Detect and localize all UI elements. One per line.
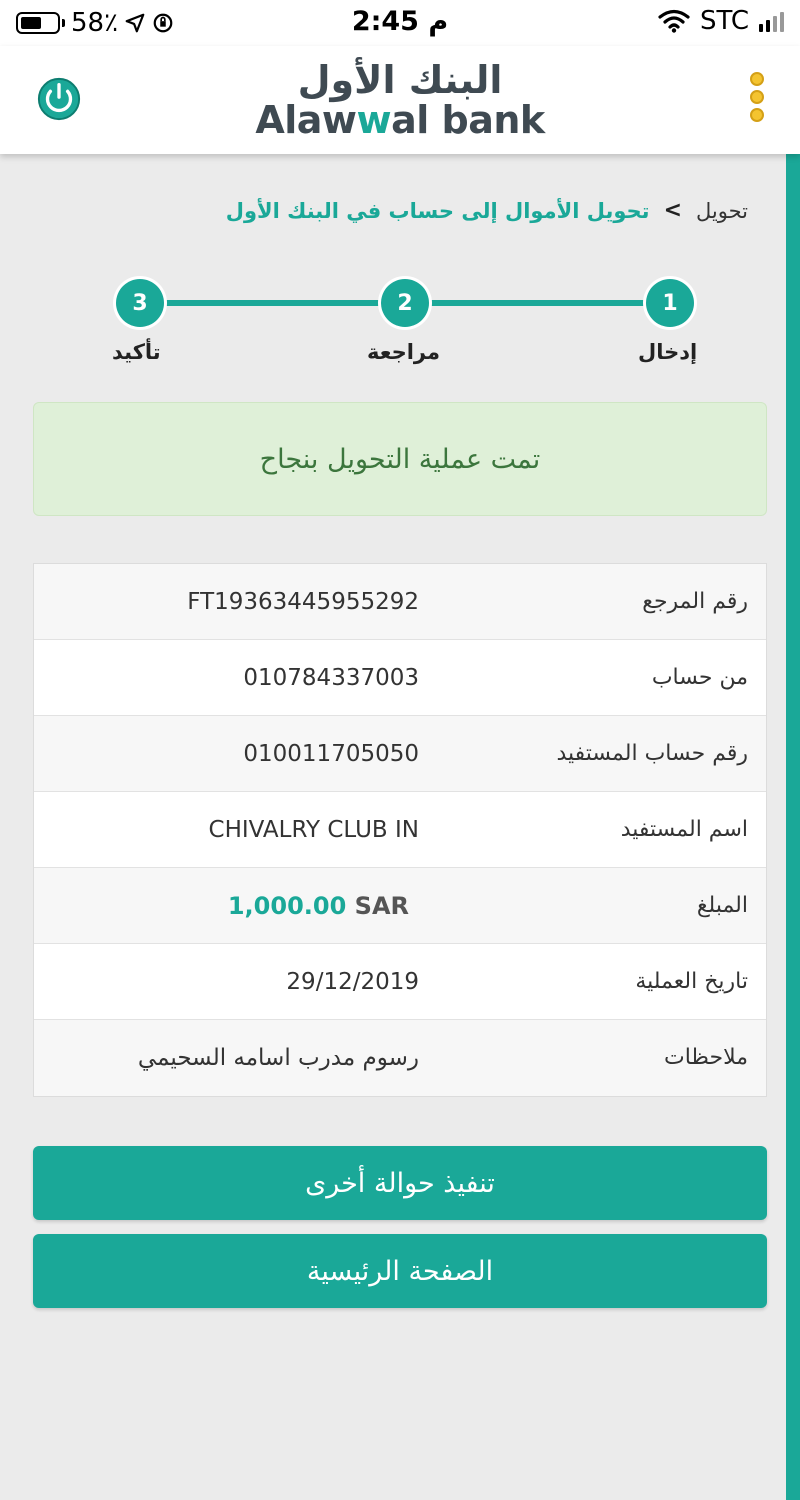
from-account-label: من حساب (651, 665, 748, 690)
beneficiary-account-value: 010011705050 (243, 741, 419, 767)
status-right (658, 6, 784, 36)
signal-icon (759, 10, 784, 32)
home-page-button[interactable]: الصفحة الرئيسية (33, 1234, 767, 1308)
table-row (34, 944, 766, 1020)
breadcrumb-root[interactable]: تحويل (696, 198, 748, 223)
new-transfer-button[interactable]: تنفيذ حوالة أخرى (33, 1146, 767, 1220)
beneficiary-name-value: CHIVALRY CLUB IN (208, 817, 419, 843)
table-row (34, 640, 766, 716)
transaction-date-label: تاريخ العملية (635, 969, 748, 994)
step-2-label: مراجعة (367, 340, 440, 364)
breadcrumb (226, 198, 748, 223)
logo-arabic: البنك الأول (297, 58, 503, 102)
table-row (34, 868, 766, 944)
carrier-name: STC (699, 6, 749, 36)
progress-stepper (0, 270, 800, 380)
step-1-circle: 1 (646, 279, 694, 327)
menu-dots-icon[interactable] (750, 72, 768, 132)
amount-label: المبلغ (696, 893, 748, 918)
notes-label: ملاحظات (664, 1045, 748, 1070)
step-2-circle: 2 (381, 279, 429, 327)
transaction-date-value: 29/12/2019 (286, 969, 419, 995)
reference-value: FT19363445955292 (187, 589, 419, 615)
status-bar (0, 0, 800, 46)
beneficiary-account-label: رقم حساب المستفيد (556, 741, 748, 766)
beneficiary-name-label: اسم المستفيد (620, 817, 748, 842)
table-row (34, 716, 766, 792)
success-message: تمت عملية التحويل بنجاح (259, 443, 541, 475)
logo-english: Alawwal bank (255, 98, 545, 142)
wifi-icon (658, 9, 690, 33)
amount-currency: SAR (354, 892, 409, 920)
breadcrumb-current: تحويل الأموال إلى حساب في البنك الأول (225, 198, 650, 223)
success-alert (33, 402, 767, 516)
amount-number: 1,000.00 (227, 892, 347, 920)
table-row (34, 792, 766, 868)
battery-percent: 58٪ (71, 8, 119, 38)
amount-value (228, 868, 409, 944)
reference-label: رقم المرجع (642, 589, 748, 614)
status-time: 2:45 م (351, 6, 449, 37)
table-row (34, 1020, 766, 1096)
step-1-label: إدخال (638, 340, 698, 364)
bank-logo (0, 60, 800, 140)
step-3-label: تأكيد (112, 340, 161, 364)
step-3-circle: 3 (116, 279, 164, 327)
table-row (34, 564, 766, 640)
from-account-value: 010784337003 (243, 665, 419, 691)
notes-value: رسوم مدرب اسامه السحيمي (137, 1045, 419, 1071)
transfer-details-table (33, 563, 767, 1097)
app-header (0, 46, 800, 154)
breadcrumb-separator: > (663, 198, 682, 223)
